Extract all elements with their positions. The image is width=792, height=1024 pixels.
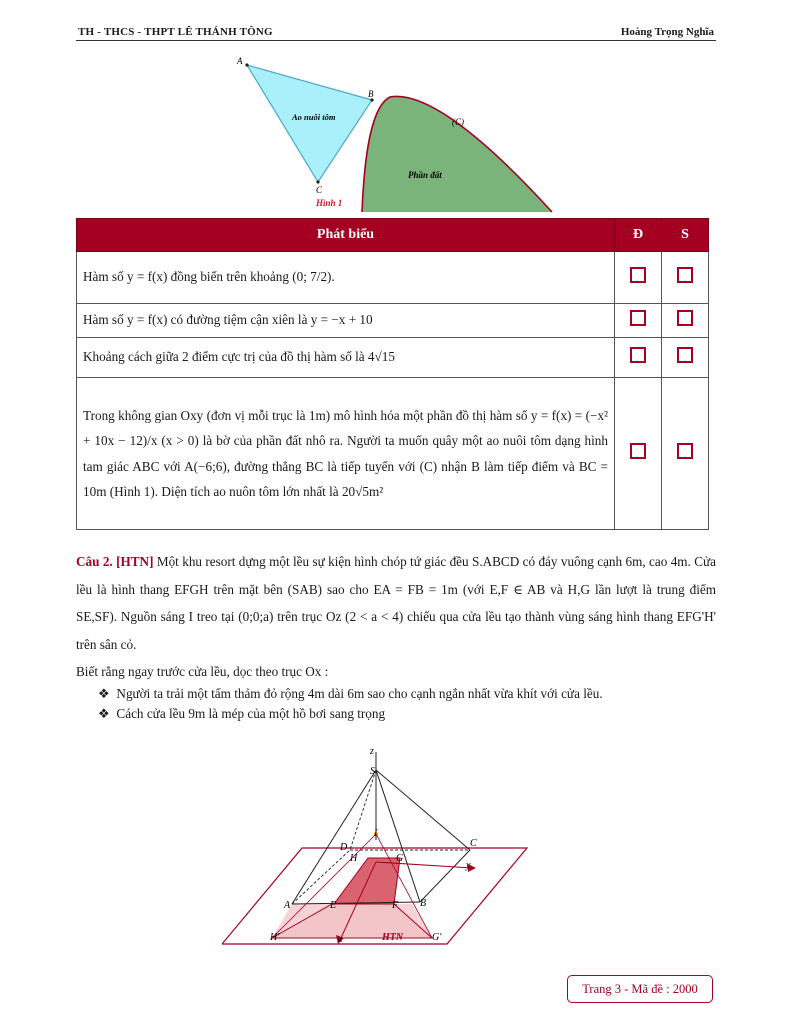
- land-region: [362, 96, 552, 212]
- checkbox-false-2[interactable]: [677, 310, 693, 326]
- page-footer: Trang 3 - Mã đề : 2000: [567, 975, 713, 1003]
- header-author: Hoàng Trọng Nghĩa: [620, 26, 714, 38]
- label-g-prime: G': [432, 932, 442, 943]
- true-false-table: [76, 218, 709, 530]
- land-label: Phần đất: [408, 170, 442, 180]
- label-s: S: [370, 766, 375, 777]
- label-z: z: [370, 746, 374, 757]
- statement-1: [77, 252, 615, 304]
- label-b: B: [420, 898, 427, 909]
- pond-triangle: [247, 65, 372, 182]
- label-y: y: [466, 860, 471, 871]
- statement-1-text: Hàm số y = f(x) đồng biến trên khoảng (0; 7/2).: [83, 269, 335, 285]
- statement-2-text: Hàm số y = f(x) có đường tiệm cận xiên là y = −x + 10: [83, 312, 373, 328]
- label-c: C: [316, 185, 323, 195]
- diamond-bullet-icon: ❖: [98, 686, 110, 701]
- checkbox-true-2[interactable]: [630, 310, 646, 326]
- checkbox-true-1[interactable]: [630, 267, 646, 283]
- label-b: B: [368, 89, 374, 99]
- statement-row-1: [77, 252, 709, 304]
- header-true: Đ: [615, 219, 662, 252]
- statement-3: [77, 338, 615, 378]
- bullet-item-2: [98, 706, 385, 722]
- diamond-bullet-icon: ❖: [98, 706, 110, 721]
- label-a: A: [284, 900, 291, 911]
- checkbox-false-3[interactable]: [677, 347, 693, 363]
- statement-4: [77, 378, 615, 530]
- figure-1-caption: Hình 1: [316, 198, 343, 208]
- label-curve: (C): [452, 117, 464, 127]
- watermark-htn: HTN: [382, 932, 404, 943]
- label-i: I: [374, 828, 378, 839]
- checkbox-true-4[interactable]: [630, 443, 646, 459]
- figure-2-diagram: [222, 742, 532, 948]
- label-g: G: [396, 853, 404, 864]
- label-x: x: [338, 934, 343, 945]
- label-h-prime: H': [270, 932, 280, 943]
- checkbox-false-1[interactable]: [677, 267, 693, 283]
- statement-row-4: [77, 378, 709, 530]
- checkbox-true-3[interactable]: [630, 347, 646, 363]
- figure-1-diagram: [230, 52, 560, 214]
- header-divider: [76, 40, 716, 41]
- label-c: C: [470, 838, 477, 849]
- pond-label: Ao nuôi tôm: [292, 112, 336, 122]
- label-a: A: [237, 56, 243, 66]
- question-2-intro: Một khu resort dựng một lều sự kiện hình chóp tứ giác đều S.ABCD có đáy vuông cạnh 6m, cao 4m. Cửa lều là hình thang EFGH trên mặt bên (SAB) sao cho EA = FB = 1m (với E,F ∈ AB và H,G lần lượt là trung điểm SE,SF). Nguồn sáng I treo tại (0;0;a) trên trục Oz (2 < a < 4) chiếu qua cửa lều tạo thành vùng sáng hình thang EFG'H' trên sân cỏ.: [76, 554, 717, 652]
- checkbox-false-4[interactable]: [677, 443, 693, 459]
- statement-2: [77, 304, 615, 338]
- question-2-block: [76, 548, 716, 686]
- header-statement: Phát biểu: [77, 219, 615, 252]
- header-school: TH - THCS - THPT LÊ THÁNH TÔNG: [78, 26, 273, 38]
- bullet-item-1: [98, 686, 603, 702]
- label-e: E: [330, 900, 337, 911]
- table-header-row: [77, 219, 709, 252]
- statement-row-3: [77, 338, 709, 378]
- label-h: H: [350, 853, 358, 864]
- label-f: F: [392, 900, 399, 911]
- statement-3-text: Khoảng cách giữa 2 điểm cực trị của đồ thị hàm số là 4√15: [83, 349, 395, 365]
- statement-row-2: [77, 304, 709, 338]
- label-d: D: [340, 842, 348, 853]
- header-false: S: [662, 219, 709, 252]
- question-2-label: Câu 2. [HTN]: [76, 554, 154, 569]
- bullet-2-text: Cách cửa lều 9m là mép của một hồ bơi sang trọng: [116, 706, 386, 721]
- bullet-1-text: Người ta trải một tấm thảm đỏ rộng 4m dài 6m sao cho cạnh ngắn nhất vừa khít với cửa lều.: [116, 686, 603, 701]
- question-2-line2: Biết rằng ngay trước cửa lều, dọc theo trục Ox :: [76, 664, 329, 679]
- statement-4-text: Trong không gian Oxy (đơn vị mỗi trục là 1m) mô hình hóa một phần đồ thị hàm số y = f(x) = (−x² + 10x − 12)/x (x > 0) là bờ của phần đất nhô ra. Người ta muốn quây một ao nuôi tôm dạng hình tam giác ABC với A(−6;6), đường thẳng BC là tiếp tuyến với (C) nhận B làm tiếp điểm và BC = 10m (Hình 1). Diện tích ao nuôn tôm lớn nhất là 20√5m²: [83, 408, 608, 499]
